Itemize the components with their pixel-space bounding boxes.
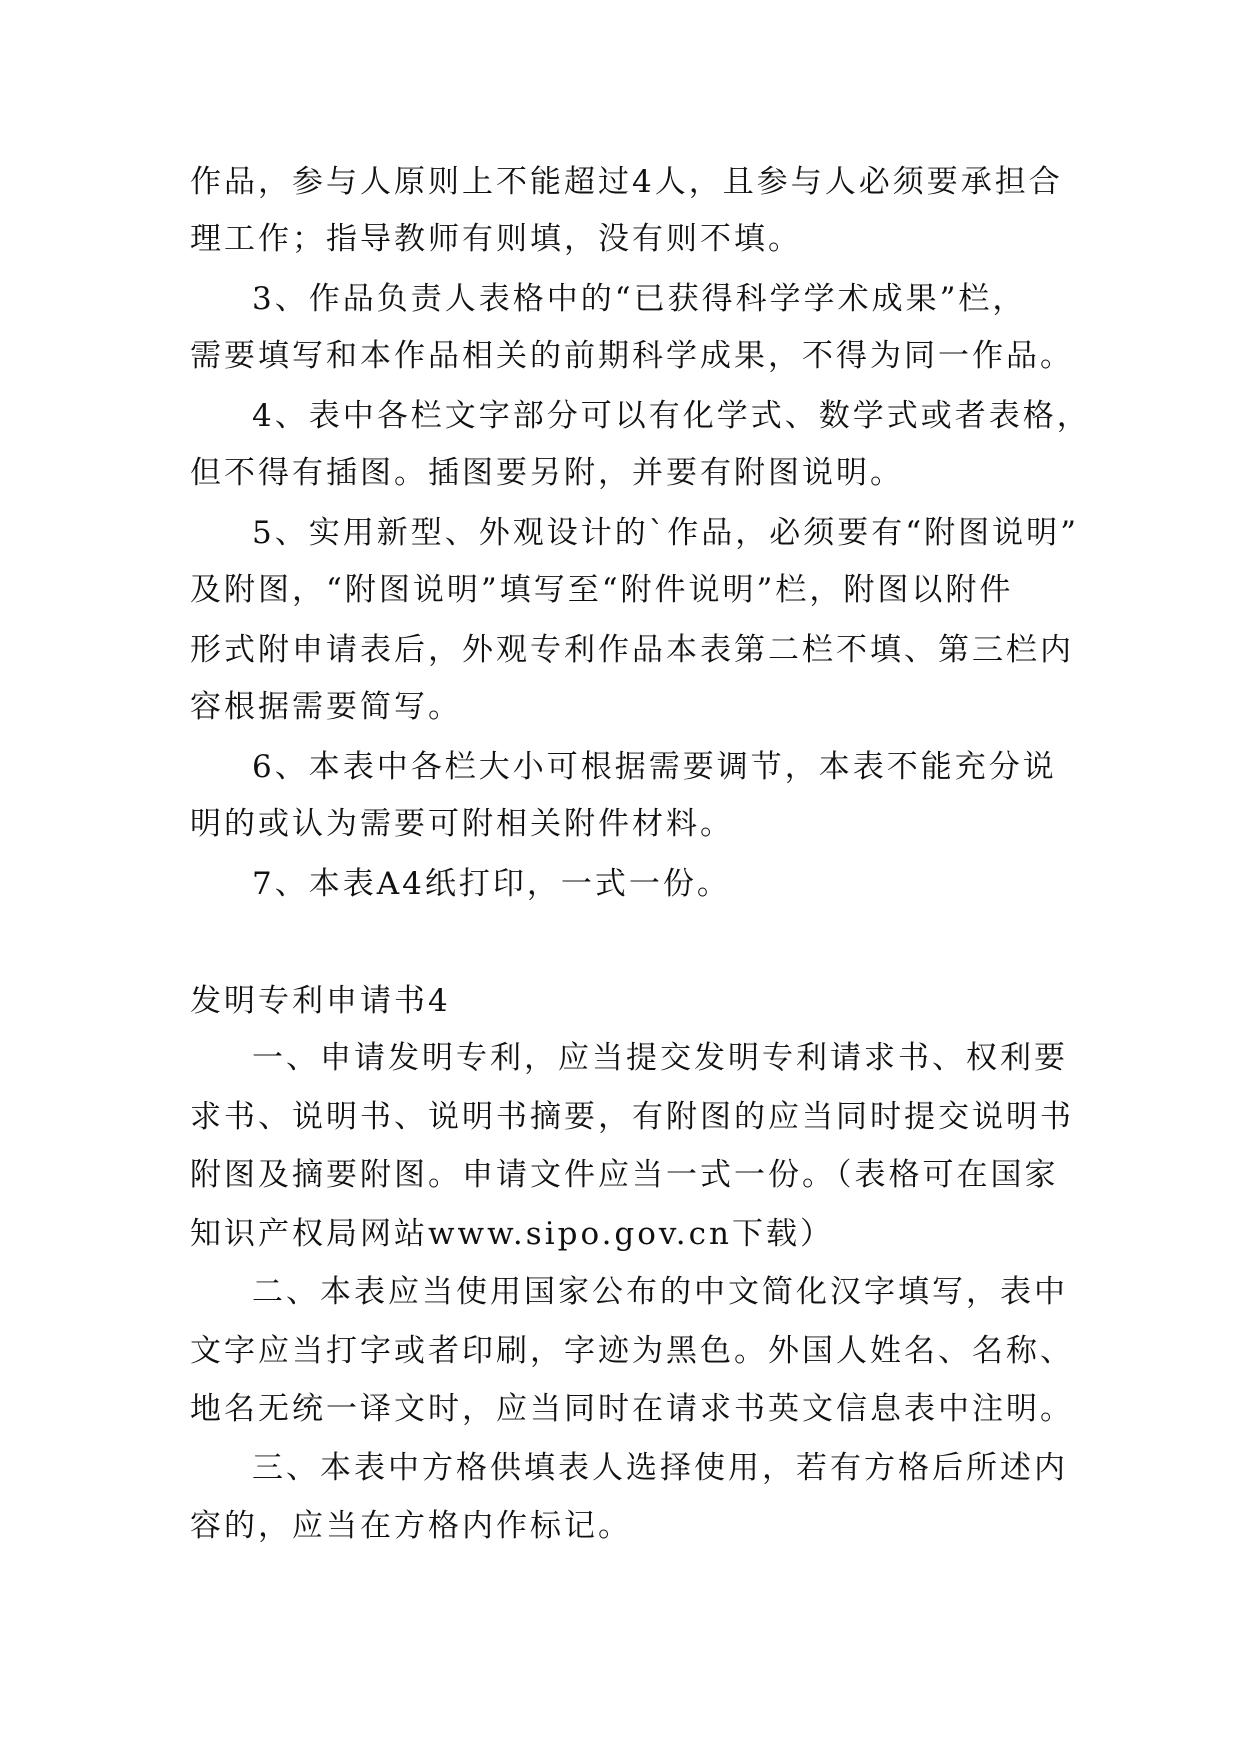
text-line: 一、申请发明专利，应当提交发明专利请求书、权利要 <box>252 1040 1068 1076</box>
text-line: 明的或认为需要可附相关附件材料。 <box>190 806 734 842</box>
text-line: 文字应当打字或者印刷，字迹为黑色。外国人姓名、名称、 <box>190 1333 1074 1369</box>
text-line: 三、本表中方格供填表人选择使用，若有方格后所述内 <box>252 1450 1068 1486</box>
text-line: 附图及摘要附图。申请文件应当一式一份。（表格可在国家 <box>190 1157 1059 1193</box>
text-line: 地名无统一译文时，应当同时在请求书英文信息表中注明。 <box>190 1391 1074 1427</box>
text-line: 6、本表中各栏大小可根据需要调节，本表不能充分说 <box>252 749 1057 785</box>
text-line: 求书、说明书、说明书摘要，有附图的应当同时提交说明书 <box>190 1099 1074 1135</box>
text-line: 作品，参与人原则上不能超过4人，且参与人必须要承担合 <box>190 164 1063 200</box>
section-heading: 发明专利申请书4 <box>190 983 451 1019</box>
text-line: 知识产权局网站www.sipo.gov.cn下载） <box>190 1216 834 1252</box>
text-line: 容的，应当在方格内作标记。 <box>190 1508 632 1544</box>
text-line: 需要填写和本作品相关的前期科学成果，不得为同一作品。 <box>190 338 1074 374</box>
text-line: 及附图，“附图说明”填写至“附件说明”栏，附图以附件 <box>190 572 1014 608</box>
text-line: 3、作品负责人表格中的“已获得科学学术成果”栏， <box>252 281 1027 317</box>
text-line: 5、实用新型、外观设计的`作品，必须要有“附图说明” <box>252 515 1079 551</box>
text-line: 容根据需要简写。 <box>190 689 462 725</box>
text-line: 4、表中各栏文字部分可以有化学式、数学式或者表格， <box>252 398 1091 434</box>
text-line: 形式附申请表后，外观专利作品本表第二栏不填、第三栏内 <box>190 632 1074 668</box>
text-line: 二、本表应当使用国家公布的中文简化汉字填写，表中 <box>252 1274 1068 1310</box>
text-line: 7、本表A4纸打印，一式一份。 <box>252 866 731 902</box>
text-line: 但不得有插图。插图要另附，并要有附图说明。 <box>190 455 904 491</box>
text-line: 理工作；指导教师有则填，没有则不填。 <box>190 221 802 257</box>
